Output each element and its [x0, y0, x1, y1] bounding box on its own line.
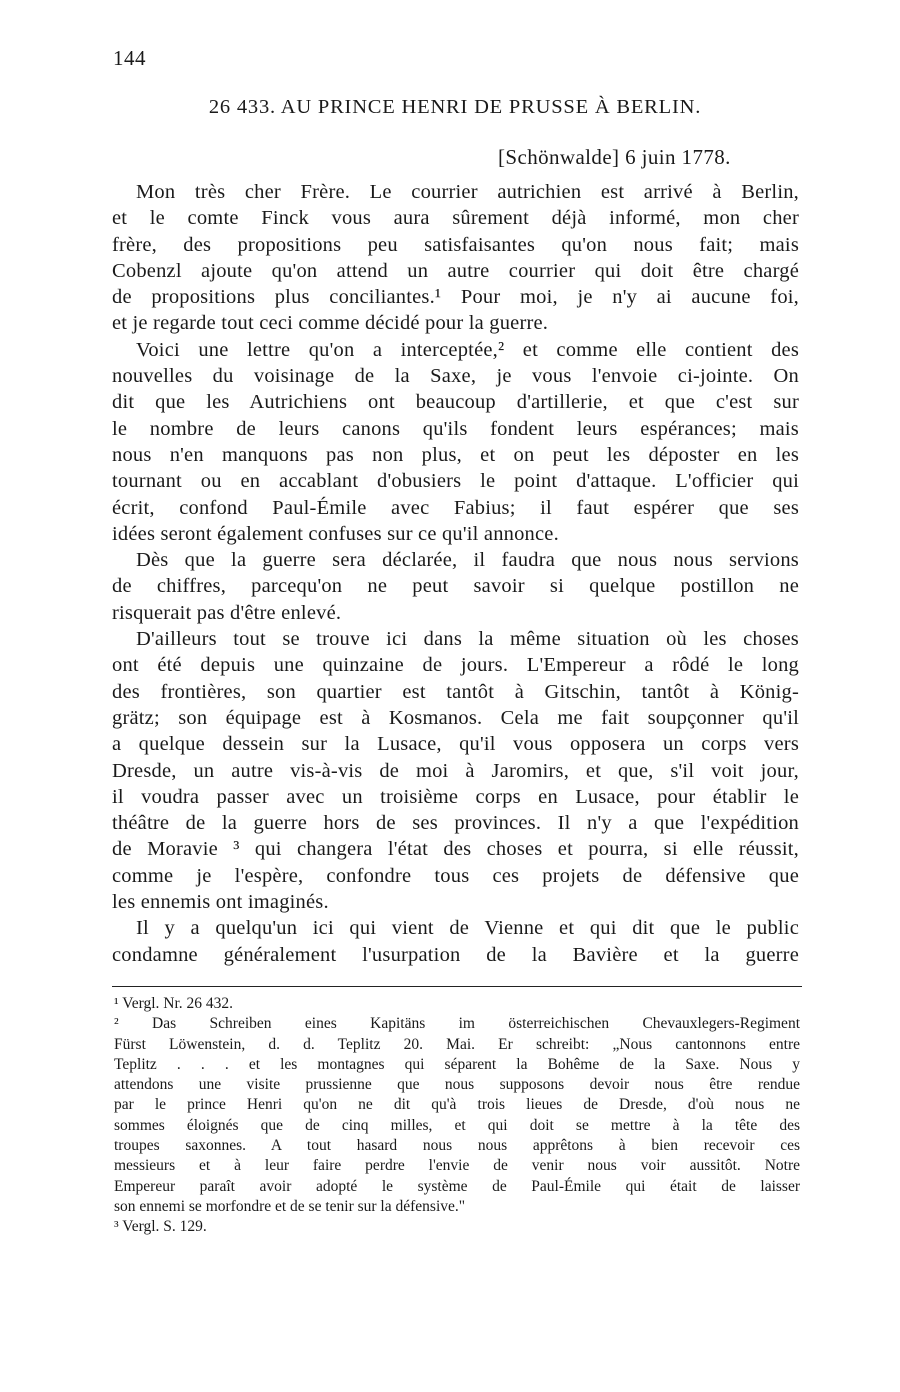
body-line: nouvelles du voisinage de la Saxe, je vous l'envoie ci-jointe. On	[112, 365, 799, 388]
page-number: 144	[113, 46, 146, 70]
body-line: risquerait pas d'être enlevé.	[112, 601, 342, 624]
dateline: [Schönwalde] 6 juin 1778.	[498, 145, 731, 169]
body-line: ont été depuis une quinzaine de jours. L'Empereur a rôdé le long	[112, 654, 799, 677]
body-line: Dresde, un autre vis-à-vis de moi à Jaromirs, et que, s'il voit jour,	[112, 759, 799, 782]
body-line: Cobenzl ajoute qu'on attend un autre courrier qui doit être chargé	[112, 259, 799, 282]
letter-body	[112, 179, 799, 968]
body-line: D'ailleurs tout se trouve ici dans la même situation où les choses	[136, 628, 799, 651]
footnote-line: ³ Vergl. S. 129.	[114, 1218, 207, 1236]
body-line: théâtre de la guerre hors de ses provinces. Il n'y a que l'expédition	[112, 812, 799, 835]
footnote-line: Fürst Löwenstein, d. d. Teplitz 20. Mai. Er schreibt: „Nous cantonnons entre	[114, 1035, 800, 1053]
body-line: les ennemis ont imaginés.	[112, 891, 329, 914]
body-line: idées seront également confuses sur ce qu'il annonce.	[112, 522, 559, 545]
body-line: et le comte Finck vous aura sûrement déjà informé, mon cher	[112, 207, 799, 230]
body-line: de Moravie ³ qui changera l'état des choses et pourra, si elle réussit,	[112, 838, 799, 861]
body-line: a quelque dessein sur la Lusace, qu'il vous opposera un corps vers	[112, 733, 799, 756]
footnote-divider	[112, 986, 802, 987]
footnote-line: troupes saxonnes. A tout hasard nous nous apprêtons à bien recevoir ces	[114, 1137, 800, 1155]
body-line: de propositions plus conciliantes.¹ Pour moi, je n'y ai aucune foi,	[112, 286, 799, 309]
footnote-line: attendons une visite prussienne que nous supposons devoir nous être rendue	[114, 1076, 800, 1094]
footnote-line: sommes éloignés que de cinq milles, et qui doit se mettre à la tête des	[114, 1116, 800, 1134]
footnote-line: Empereur paraît avoir adopté le système de Paul-Émile qui était de laisser	[114, 1177, 800, 1195]
footnote-line: son ennemi se morfondre et de se tenir sur la défensive."	[114, 1197, 466, 1215]
letter-title: 26 433. AU PRINCE HENRI DE PRUSSE À BERLIN.	[208, 96, 702, 118]
footnote-line: par le prince Henri qu'on ne dit qu'à trois lieues de Dresde, d'où nous ne	[114, 1096, 800, 1114]
body-line: de chiffres, parcequ'on ne peut savoir si quelque postillon ne	[112, 575, 799, 598]
footnote-line: ¹ Vergl. Nr. 26 432.	[114, 995, 234, 1012]
body-line: Dès que la guerre sera déclarée, il faudra que nous nous servions	[136, 549, 799, 572]
body-line: tournant ou en accablant d'obusiers le point d'attaque. L'officier qui	[112, 470, 799, 493]
footnotes	[114, 994, 800, 1238]
body-line: frère, des propositions peu satisfaisantes qu'on nous fait; mais	[112, 233, 799, 256]
footnote-line: Teplitz . . . et les montagnes qui séparent la Bohême de la Saxe. Nous y	[114, 1055, 800, 1073]
body-line: et je regarde tout ceci comme décidé pour la guerre.	[112, 312, 549, 335]
body-line: le nombre de leurs canons qu'ils fondent leurs espérances; mais	[112, 417, 799, 440]
body-line: Voici une lettre qu'on a interceptée,² et comme elle contient des	[136, 338, 799, 361]
body-line: comme je l'espère, confondre tous ces projets de défensive que	[112, 864, 799, 887]
body-line: grätz; son équipage est à Kosmanos. Cela me fait soupçonner qu'il	[112, 706, 799, 729]
body-line: Mon très cher Frère. Le courrier autrichien est arrivé à Berlin,	[136, 181, 799, 203]
footnote-line: messieurs et à leur faire perdre l'envie de venir nous voir aussitôt. Notre	[114, 1157, 800, 1175]
body-line: Il y a quelqu'un ici qui vient de Vienne et qui dit que le public	[136, 917, 799, 940]
body-line: des frontières, son quartier est tantôt à Gitschin, tantôt à König-	[112, 680, 799, 703]
footnote-line: ² Das Schreiben eines Kapitäns im österreichischen Chevauxlegers-Regiment	[114, 1015, 800, 1033]
body-line: il voudra passer avec un troisième corps en Lusace, pour établir le	[112, 785, 799, 808]
body-line: dit que les Autrichiens ont beaucoup d'artillerie, et que c'est sur	[112, 391, 799, 414]
body-line: condamne généralement l'usurpation de la Bavière et la guerre	[112, 943, 799, 966]
body-line: écrit, confond Paul-Émile avec Fabius; il faut espérer que ses	[112, 496, 799, 519]
body-line: nous n'en manquons pas non plus, et on peut les déposter en les	[112, 443, 799, 466]
